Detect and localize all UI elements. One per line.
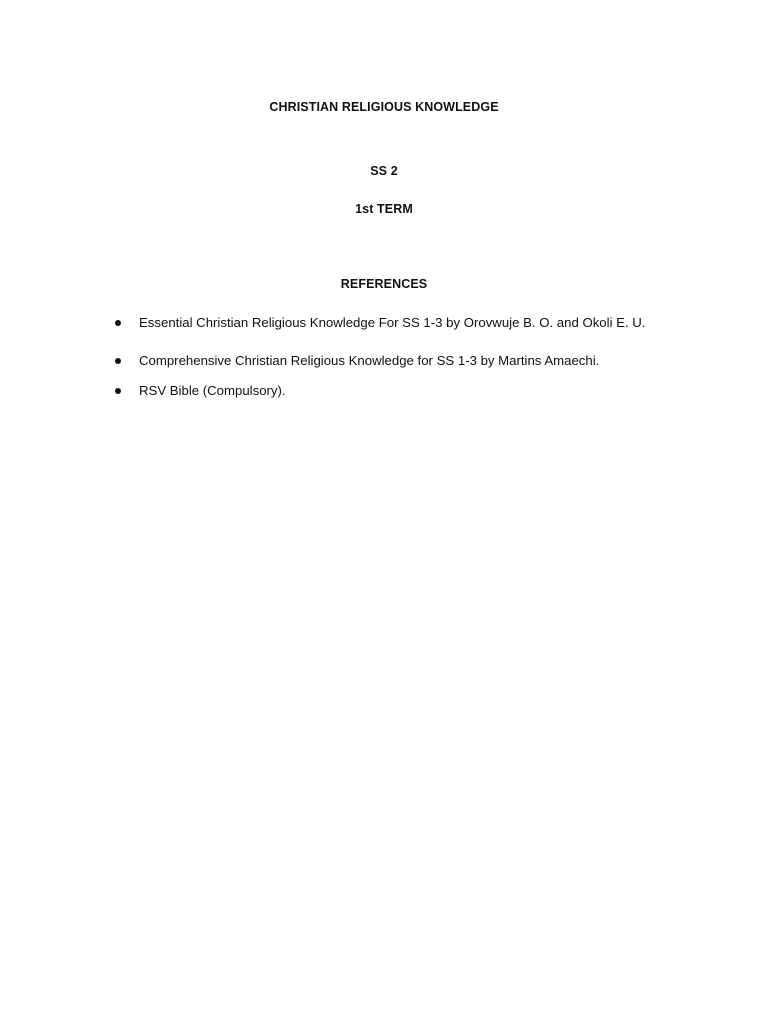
- bullet-icon: [115, 388, 121, 394]
- reference-text: Essential Christian Religious Knowledge For SS 1-3 by Orovwuje B. O. and Okoli E. U.: [139, 315, 646, 330]
- class-level-heading: SS 2: [370, 164, 398, 178]
- reference-text: RSV Bible (Compulsory).: [139, 383, 286, 398]
- reference-text: Comprehensive Christian Religious Knowledge for SS 1-3 by Martins Amaechi.: [139, 353, 600, 368]
- term-heading: 1st TERM: [355, 202, 413, 216]
- bullet-icon: [115, 320, 121, 326]
- bullet-icon: [115, 358, 121, 364]
- references-heading: REFERENCES: [340, 277, 428, 291]
- document-title: CHRISTIAN RELIGIOUS KNOWLEDGE: [269, 100, 499, 114]
